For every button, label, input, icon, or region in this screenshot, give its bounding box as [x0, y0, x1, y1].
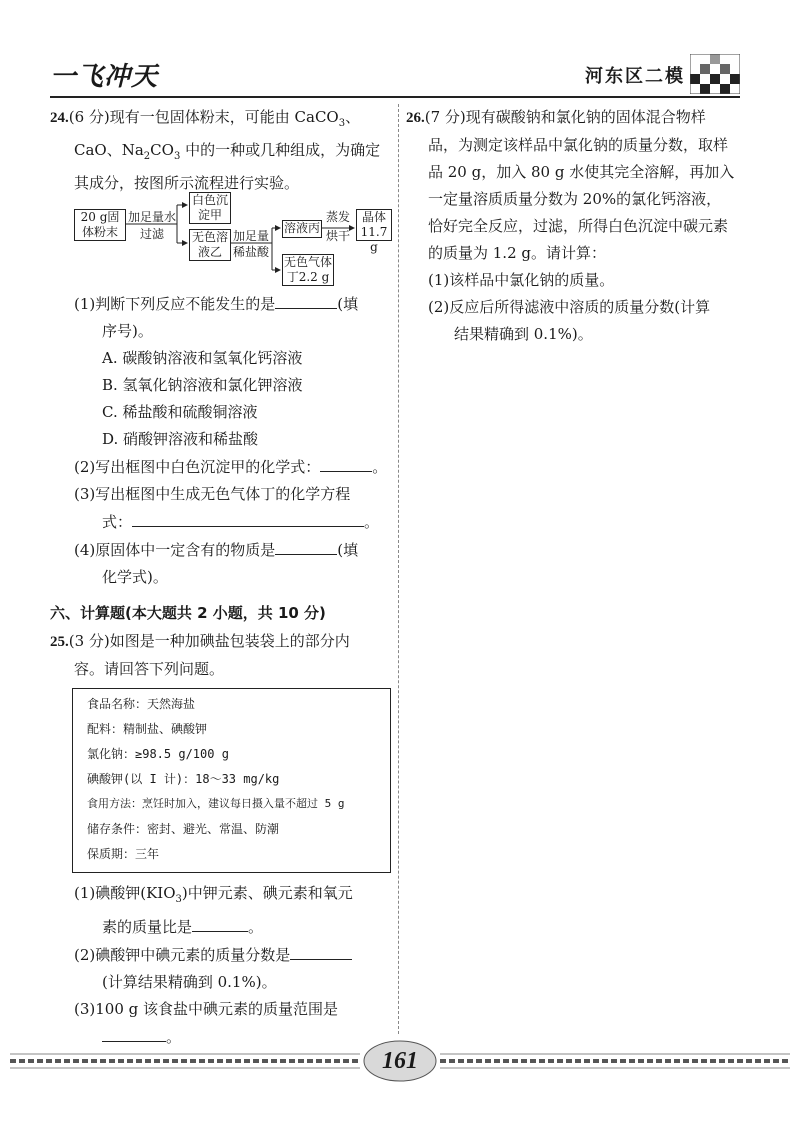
- answer-blank-q25-1[interactable]: [192, 913, 248, 932]
- flow-box-gas: 无色气体丁2.2 g: [283, 255, 332, 284]
- answer-blank-q25-2[interactable]: [290, 941, 352, 960]
- salt-label-box: [72, 688, 391, 873]
- q25-parts: (1)碘酸钾$(KIO_3)$中钾元素、碘元素和氧元 素的质量比是 。 (2)碘酸钾中碘元素的质量分数是 (计算结果精确到 0.1%)。 (3)100 g 该食盐中碘元素的质量范围是 。: [74, 884, 353, 1046]
- label-line-nacl: 氯化钠：≥98.5 g/100 g: [87, 747, 229, 761]
- answer-blank-q24-4[interactable]: [275, 536, 337, 555]
- flow-box-white-precipitate: 白色沉淀甲: [189, 192, 231, 224]
- q24-option-b: B. 氢氧化钠溶液和氯化钾溶液: [102, 376, 303, 394]
- answer-blank-q24-2[interactable]: [320, 453, 372, 472]
- flow-label-dry: 烘干: [325, 229, 350, 243]
- q25-stem: 25.(3 分)如图是一种加碘盐包装袋上的部分内 容。请回答下列问题。: [50, 632, 350, 678]
- answer-blank-q24-1[interactable]: [275, 290, 337, 309]
- flow-label-evaporate: 蒸发: [325, 210, 350, 224]
- checker-pattern-icon: [690, 54, 740, 94]
- section-six-title: 六、计算题(本大题共 2 小题，共 10 分): [50, 604, 326, 622]
- q24-option-a: A. 碳酸钠溶液和氢氧化钙溶液: [102, 349, 303, 367]
- q26-number: 26.: [406, 110, 425, 126]
- q26-stem: 26.(7 分)现有碳酸钠和氯化钠的固体混合物样 品，为测定该样品中氯化钠的质量分数，取样 品 20 g，加入 80 g 水使其完全溶解，再加入 一定量溶质质量分数为 20%的氯化钙溶液， 恰好完全反应，过滤，所得白色沉淀中碳元素 的质量为 1.2 g。请计算： (1)该样品中氯化钠的质量。 (2)反应后所得滤液中溶质的质量分数(计算 结果精确到 0.1%)。: [406, 104, 751, 348]
- flow-box-solution-c: 溶液丙: [282, 220, 322, 238]
- label-line-storage: 储存条件：密封、避光、常温、防潮: [87, 822, 280, 836]
- label-line-name: 食品名称：天然海盐: [87, 697, 196, 711]
- q26-part-1: (1)该样品中氯化钠的质量。: [428, 271, 615, 289]
- q24-number: 24.: [50, 110, 69, 126]
- flow-label-filter: 过滤: [139, 227, 164, 241]
- flow-label-acid-bottom: 稀盐酸: [232, 245, 269, 259]
- q24-option-c: C. 稀盐酸和硫酸铜溶液: [102, 403, 258, 421]
- flow-box-crystal: 晶体11.7 g: [356, 209, 392, 241]
- answer-blank-q24-3[interactable]: [132, 508, 364, 527]
- answer-blank-q25-3[interactable]: [102, 1023, 166, 1042]
- flow-box-start: 20 g固体粉末: [74, 209, 126, 241]
- header-rule: [50, 96, 740, 98]
- q24-option-d: D. 硝酸钾溶液和稀盐酸: [102, 430, 259, 448]
- label-line-usage: 食用方法：烹饪时加入，建议每日摄入量不超过 5 g: [87, 797, 345, 810]
- flow-label-acid-top: 加足量: [232, 229, 269, 243]
- exam-title: 河东区二模: [585, 66, 685, 87]
- page-number: 161: [382, 1048, 418, 1074]
- label-line-kio3: 碘酸钾(以 I 计)：18～33 mg/kg: [87, 772, 280, 786]
- q24-parts: (1)判断下列反应不能发生的是 (填 序号)。 A. 碳酸钠溶液和氢氧化钙溶液 B. 氢氧化钠溶液和氯化钾溶液 C. 稀盐酸和硫酸铜溶液 D. 硝酸钾溶液和稀盐酸 (2)写出框图中白色沉淀甲的化学式： 。 (3)写出框图中生成无色气体丁的化学方程 式： 。 (4)原固体中一定含有的物质是 (填 化学式)。: [50, 290, 390, 591]
- q25-number: 25.: [50, 634, 69, 650]
- label-line-ingredients: 配料：精制盐、碘酸钾: [87, 722, 208, 736]
- flow-label-water: 加足量水: [127, 210, 176, 224]
- q26-part-2: (2)反应后所得滤液中溶质的质量分数(计算: [428, 298, 711, 316]
- book-logo: 一飞冲天: [50, 62, 159, 92]
- q24-stem: 24.(6 分)现有一包固体粉末，可能由 CaCO$_3$、 CaO、$Na_2CO_3$ 中的一种或几种组成，为确定 其成分，按图所示流程进行实验。: [50, 108, 381, 192]
- flow-box-clear-solution: 无色溶液乙: [189, 229, 231, 261]
- label-line-shelf-life: 保质期：三年: [87, 847, 160, 861]
